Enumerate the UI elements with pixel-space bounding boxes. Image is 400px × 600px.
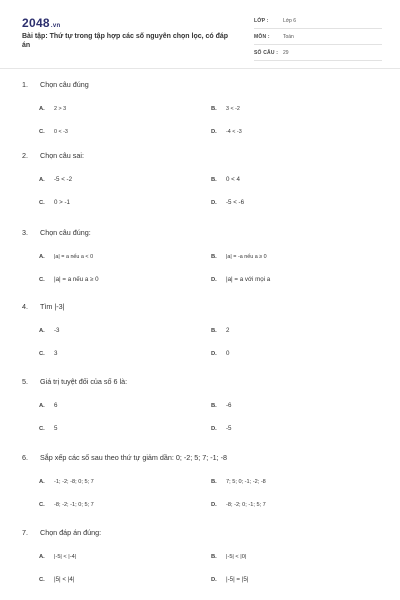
question-6 [22, 453, 382, 511]
question-prompt: Tìm |-3| [40, 302, 65, 311]
option-letter: A. [39, 479, 45, 485]
option-a[interactable] [39, 401, 57, 411]
option-letter: A. [39, 403, 45, 409]
question-text [22, 151, 382, 161]
question-number: 7. [22, 528, 28, 537]
logo-main-text: 2048 [22, 16, 50, 30]
option-d[interactable] [211, 127, 242, 137]
meta-value: Toán [283, 33, 294, 40]
question-text [22, 453, 382, 463]
option-text: 2 [226, 327, 230, 334]
question-2 [22, 151, 382, 209]
option-text: 2 > 3 [54, 106, 67, 112]
option-letter: B. [211, 106, 217, 112]
option-b[interactable] [211, 477, 266, 487]
option-a[interactable] [39, 552, 76, 562]
option-letter: C. [39, 577, 45, 583]
option-letter: D. [211, 351, 217, 357]
option-text: -1; -2; -8; 0; 5; 7 [54, 479, 94, 485]
meta-key: MÔN : [254, 33, 270, 40]
option-letter: D. [211, 200, 217, 206]
question-prompt: Sắp xếp các số sau theo thứ tự giảm dần: 0; -2; 5; 7; -1; -8 [40, 453, 228, 462]
meta-row-count [254, 45, 382, 61]
option-b[interactable] [211, 252, 267, 262]
option-a[interactable] [39, 326, 60, 336]
option-letter: A. [39, 106, 45, 112]
option-a[interactable] [39, 477, 94, 487]
option-text: |-5| = |5| [226, 576, 249, 583]
option-text: |a| = -a nếu a ≥ 0 [226, 254, 267, 260]
option-letter: C. [39, 277, 45, 283]
question-text [22, 377, 382, 387]
option-letter: B. [211, 554, 217, 560]
question-prompt: Giá trị tuyệt đối của số 6 là: [40, 377, 128, 386]
option-text: |5| < |4| [54, 576, 75, 583]
option-grid [22, 387, 382, 435]
option-letter: D. [211, 277, 217, 283]
question-1 [22, 80, 382, 138]
option-text: 0 [226, 350, 230, 357]
meta-row-subject [254, 29, 382, 45]
option-text: -5 < -2 [54, 176, 73, 183]
question-5 [22, 377, 382, 435]
question-prompt: Chọn câu đúng: [40, 228, 91, 237]
option-text: 7; 5; 0; -1; -2; -8 [226, 479, 266, 485]
option-grid [22, 538, 382, 586]
option-text: |a| = a nếu a ≥ 0 [54, 276, 99, 283]
option-c[interactable] [39, 424, 57, 434]
site-logo[interactable] [22, 16, 60, 30]
option-letter: A. [39, 554, 45, 560]
question-number: 1. [22, 80, 28, 89]
option-c[interactable] [39, 127, 68, 137]
option-letter: C. [39, 200, 45, 206]
option-a[interactable] [39, 252, 93, 262]
header-divider [0, 68, 400, 69]
option-letter: D. [211, 577, 217, 583]
option-letter: B. [211, 479, 217, 485]
meta-row-class [254, 13, 382, 29]
option-d[interactable] [211, 198, 244, 208]
option-text: |-5| < |0| [226, 554, 247, 560]
meta-value: Lớp 6 [283, 17, 297, 24]
option-text: -5 < -6 [226, 199, 245, 206]
option-text: |-5| < |-4| [54, 554, 77, 560]
option-c[interactable] [39, 575, 74, 585]
option-a[interactable] [39, 104, 66, 114]
option-text: 0 < 4 [226, 176, 240, 183]
option-text: 3 [54, 350, 58, 357]
option-grid [22, 312, 382, 360]
option-letter: C. [39, 351, 45, 357]
question-number: 2. [22, 151, 28, 160]
logo-sub-text: .vn [50, 23, 61, 29]
option-d[interactable] [211, 500, 266, 510]
option-b[interactable] [211, 401, 232, 411]
option-c[interactable] [39, 198, 70, 208]
option-letter: C. [39, 129, 45, 135]
option-text: |a| = a với mọi a [226, 276, 271, 283]
option-letter: B. [211, 177, 217, 183]
option-letter: D. [211, 129, 217, 135]
option-text: -8; -2; 0; -1; 5; 7 [226, 502, 266, 508]
option-letter: C. [39, 426, 45, 432]
option-text: -6 [226, 402, 232, 409]
option-text: -5 [226, 425, 232, 432]
question-3 [22, 228, 382, 286]
option-letter: A. [39, 177, 45, 183]
option-text: -8; -2; -1; 0; 5; 7 [54, 502, 94, 508]
option-d[interactable] [211, 575, 248, 585]
option-grid [22, 161, 382, 209]
option-c[interactable] [39, 349, 57, 359]
option-text: |a| = a nếu a < 0 [54, 254, 94, 260]
question-prompt: Chọn câu sai: [40, 151, 84, 160]
option-b[interactable] [211, 326, 229, 336]
option-c[interactable] [39, 275, 99, 285]
meta-info [254, 13, 382, 61]
option-letter: A. [39, 254, 45, 260]
question-number: 4. [22, 302, 28, 311]
question-number: 5. [22, 377, 28, 386]
option-b[interactable] [211, 552, 246, 562]
option-b[interactable] [211, 104, 240, 114]
option-letter: B. [211, 328, 217, 334]
option-text: 3 < -2 [226, 106, 240, 112]
question-text [22, 80, 382, 90]
option-letter: B. [211, 403, 217, 409]
option-letter: D. [211, 426, 217, 432]
question-number: 6. [22, 453, 28, 462]
option-c[interactable] [39, 500, 94, 510]
question-number: 3. [22, 228, 28, 237]
worksheet-title: Bài tập: Thứ tự trong tập hợp các số nguyên chọn lọc, có đáp án [22, 33, 229, 49]
option-text: 0 > -1 [54, 199, 70, 206]
option-text: -4 < -3 [226, 129, 242, 135]
option-d[interactable] [211, 275, 270, 285]
option-text: 6 [54, 402, 58, 409]
option-letter: D. [211, 502, 217, 508]
meta-value: 29 [283, 49, 289, 56]
question-text [22, 528, 382, 538]
option-letter: B. [211, 254, 217, 260]
question-text [22, 228, 382, 238]
question-prompt: Chọn đáp án đúng: [40, 528, 102, 537]
option-letter: C. [39, 502, 45, 508]
question-7 [22, 528, 382, 586]
option-letter: A. [39, 328, 45, 334]
question-text [22, 302, 382, 312]
question-prompt: Chọn câu đúng [40, 80, 89, 89]
option-grid [22, 463, 382, 511]
option-b[interactable] [211, 175, 240, 185]
option-d[interactable] [211, 349, 229, 359]
question-4 [22, 302, 382, 360]
option-grid [22, 90, 382, 138]
meta-key: LỚP : [254, 17, 269, 24]
option-text: -3 [54, 327, 60, 334]
option-a[interactable] [39, 175, 72, 185]
option-text: 5 [54, 425, 58, 432]
option-d[interactable] [211, 424, 232, 434]
option-text: 0 < -3 [54, 129, 68, 135]
option-grid [22, 238, 382, 286]
meta-key: SỐ CÂU : [254, 49, 279, 56]
